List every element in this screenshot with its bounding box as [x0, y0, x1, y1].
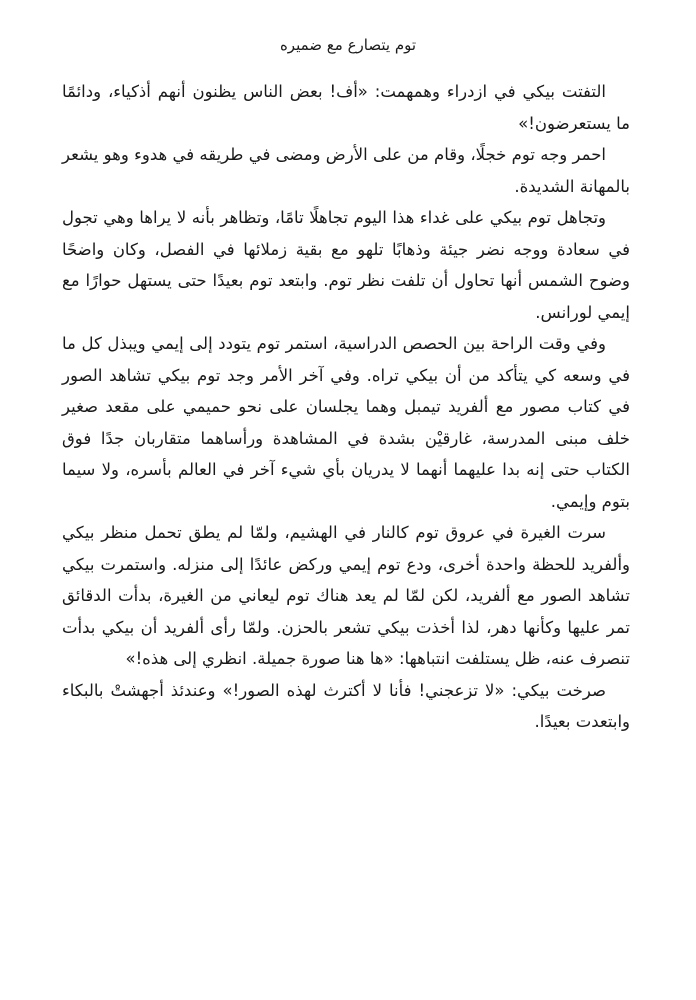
paragraph-4: وفي وقت الراحة بين الحصص الدراسية، استمر توم يتودد إلى إيمي ويبذل كل ما في وسعه كي يتأكد من أن بيكي تراه. وفي آخر الأمر وجد توم بيكي تشاهد الصور في كتاب مصور مع ألفريد تيمبل وهما يجلسان على نحو حميمي على مقعد صغير خلف مبنى المدرسة، غارقيْن بشدة في المشاهدة ورأساهما متقاربان جدًا فوق الكتاب حتى إنه بدا عليهما أنهما لا يدريان بأي شيء آخر في العالم بأسره، ولا سيما بتوم وإيمي.: [62, 334, 630, 511]
paragraph-1: التفتت بيكي في ازدراء وهمهمت: «أف! بعض الناس يظنون أنهم أذكياء، ودائمًا ما يستعرضون!»: [62, 82, 630, 133]
paragraph-3: وتجاهل توم بيكي على غداء هذا اليوم تجاهلًا تامًا، وتظاهر بأنه لا يراها وهي تجول في سعادة ووجه نضر جيئة وذهابًا تلهو مع بقية زملائها في الفصل، وكان واضحًا وضوح الشمس أنها تحاول أن تلفت نظر توم. وابتعد توم بعيدًا حتى يستهل حوارًا مع إيمي لورانس.: [62, 208, 630, 322]
paragraph-2: احمر وجه توم خجلًا، وقام من على الأرض ومضى في طريقه في هدوء وهو يشعر بالمهانة الشديدة.: [62, 145, 630, 196]
chapter-header: توم يتصارع مع ضميره: [279, 36, 417, 54]
paragraph-6: صرخت بيكي: «لا تزعجني! فأنا لا أكترث لهذه الصور!» وعندئذ أجهشتْ بالبكاء وابتعدت بعيدًا.: [62, 680, 630, 731]
body-text: [62, 76, 630, 738]
paragraph-5: سرت الغيرة في عروق توم كالنار في الهشيم، ولمّا لم يطق تحمل منظر بيكي وألفريد للحظة واحدة أخرى، ودع توم إيمي وركض عائدًا إلى منزله. واستمرت بيكي تشاهد الصور مع ألفريد، لكن لمّا لم يعد هناك توم ليعاني من الغيرة، بدأت الدقائق تمر عليها وكأنها دهر، لذا أخذت بيكي تشعر بالحزن. ولمّا رأى ألفريد أن بيكي بدأت تنصرف عنه، ظل يستلفت انتباهها: «ها هنا صورة جميلة. انظري إلى هذه!»: [62, 523, 630, 668]
